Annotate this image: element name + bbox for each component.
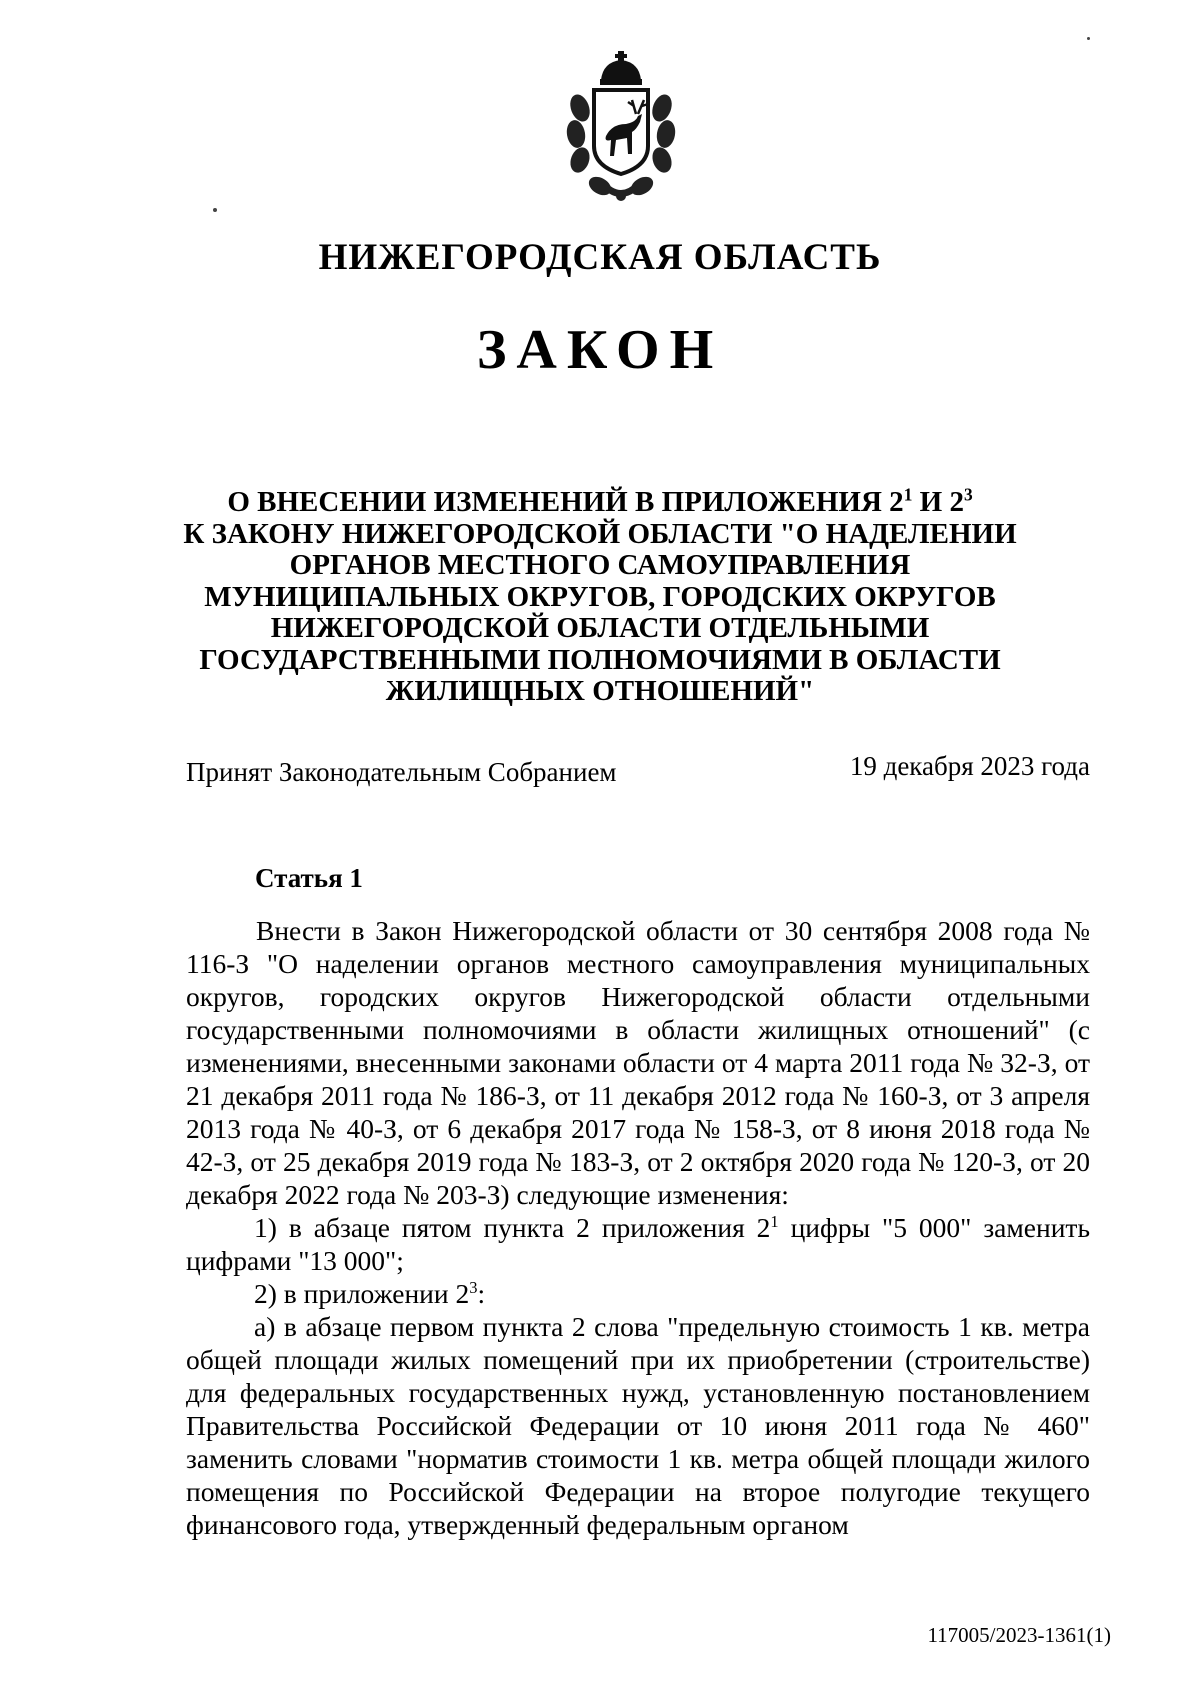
adopted-by: Принят Законодательным Собранием (186, 757, 617, 787)
item-2-suffix: : (477, 1278, 486, 1309)
amendment-item-2 (186, 1277, 1090, 1310)
item-1-sup: 1 (770, 1211, 779, 1231)
article-intro-paragraph: Внести в Закон Нижегородской области от 30 сентября 2008 года № 116-З "О наделении органов местного самоуправления муниципальных округов, городских округов Нижегородской области отдельными государственными полномочиями в области жилищных отношений" (с изменениями, внесенными законами области от 4 марта 2011 года № 32-З, от 21 декабря 2011 года № 186-З, от 11 декабря 2012 года № 160-З, от 3 апреля 2013 года № 40-З, от 6 декабря 2017 года № 158-З, от 8 июня 2018 года № 42-З, от 25 декабря 2019 года № 183-З, от 2 октября 2020 года № 120-З, от 20 декабря 2022 года № 203-З) следующие изменения: (186, 915, 1090, 1210)
scan-speck (1087, 37, 1090, 40)
amendment-item-1 (186, 1211, 1090, 1277)
document-type-heading: ЗАКОН (476, 319, 724, 381)
document-number: 117005/2023-1361(1) (927, 1623, 1111, 1647)
region-heading: НИЖЕГОРОДСКАЯ ОБЛАСТЬ (318, 237, 882, 278)
title-rest: К ЗАКОНУ НИЖЕГОРОДСКОЙ ОБЛАСТИ "О НАДЕЛЕНИИ ОРГАНОВ МЕСТНОГО САМОУПРАВЛЕНИЯ МУНИЦИПАЛЬНЫХ ОКРУГОВ, ГОРОДСКИХ ОКРУГОВ НИЖЕГОРОДСКОЙ ОБЛАСТИ ОТДЕЛЬНЫМИ ГОСУДАРСТВЕННЫМИ ПОЛНОМОЧИЯМИ В ОБЛАСТИ ЖИЛИЩНЫХ ОТНОШЕНИЙ" (183, 517, 1017, 707)
coat-of-arms-icon (556, 50, 686, 204)
item-1-suffix: цифры "5 000" заменить цифрами "13 000"; (186, 1212, 1090, 1276)
title-line-1-prefix: О ВНЕСЕНИИ ИЗМЕНЕНИЙ В ПРИЛОЖЕНИЯ 2 (227, 486, 904, 518)
item-2-sup: 3 (469, 1277, 478, 1297)
title-sup-2: 3 (963, 484, 973, 505)
article-heading: Статья 1 (255, 863, 363, 893)
article-body (186, 914, 1090, 1541)
amendment-item-2a: а) в абзаце первом пункта 2 слова "предельную стоимость 1 кв. метра общей площади жилых помещений при их приобретении (строительстве) для федеральных государственных нужд, установленную постановлением Правительства Российской Федерации от 10 июня 2011 года № 460" заменить словами "норматив стоимости 1 кв. метра общей площади жилого помещения по Российской Федерации на второе полугодие текущего финансового года, утвержденный федеральным органом (186, 1311, 1090, 1540)
adoption-date: 19 декабря 2023 года (849, 751, 1090, 781)
title-sup-1: 1 (903, 484, 913, 505)
scan-speck (213, 208, 217, 212)
law-title (150, 484, 1050, 708)
item-2-text: 2) в приложении 2 (254, 1278, 470, 1309)
title-line-1-mid: И 2 (912, 486, 964, 518)
item-1-text: 1) в абзаце пятом пункта 2 приложения 2 (254, 1212, 771, 1243)
